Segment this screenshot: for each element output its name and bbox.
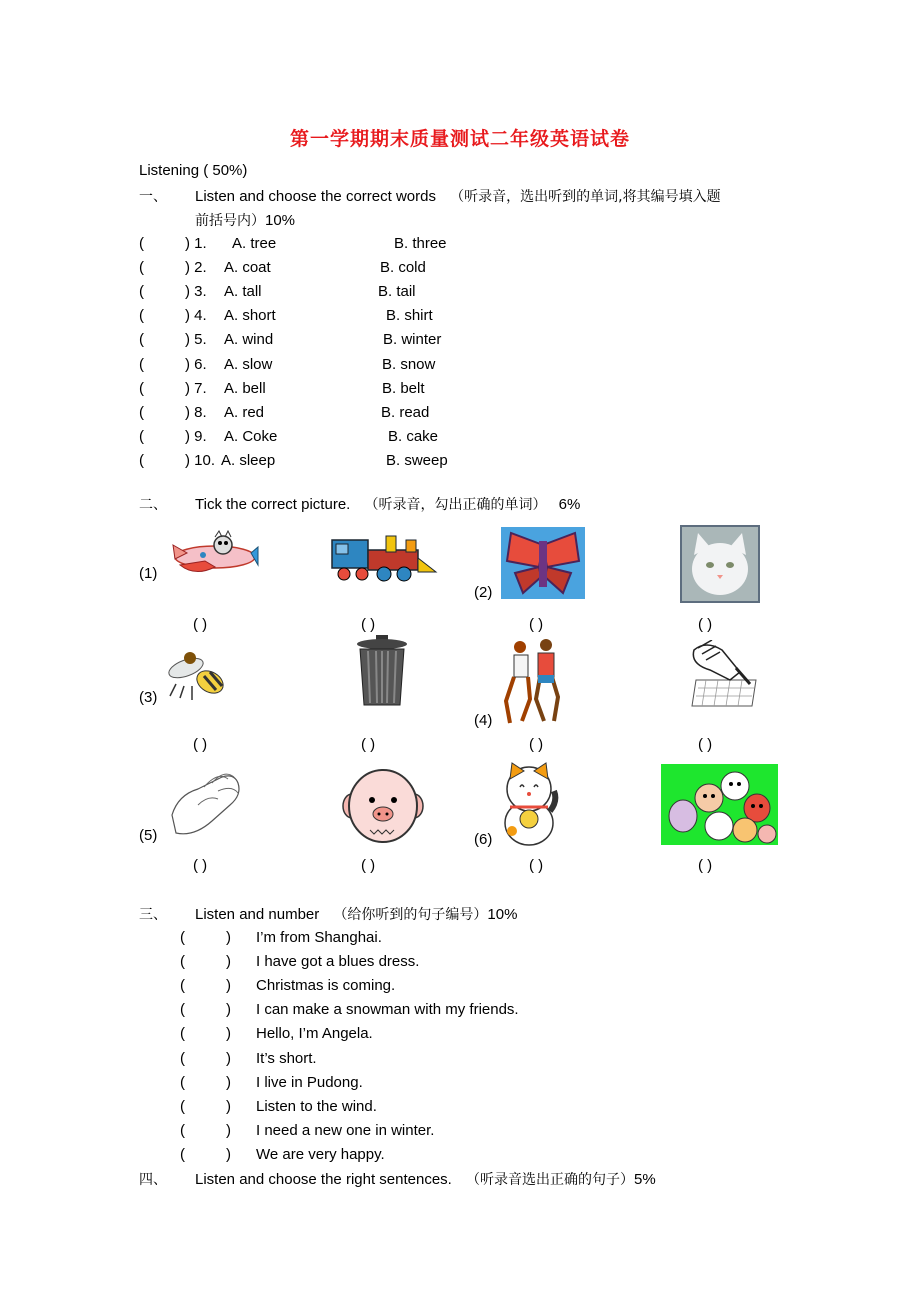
number-bracket-close: ) [226, 1121, 231, 1139]
sentence-text: I’m from Shanghai. [256, 929, 382, 946]
part3-instruction-cn: （给你听到的句子编号） [333, 907, 488, 923]
number-bracket-close: ) [226, 1049, 231, 1067]
option-a: A. coat [224, 259, 271, 277]
picture-answer-5[interactable]: ( ) [193, 736, 208, 753]
part1-instruction-text: Listen and choose the correct words [195, 188, 436, 205]
picture-answer-12[interactable]: ( ) [698, 857, 713, 874]
part1-instruction-cn2: 前括号内） [195, 213, 265, 229]
number-bracket-close: ) [226, 953, 231, 971]
number-bracket-close: ) [226, 1145, 231, 1163]
picture-answer-7[interactable]: ( ) [529, 736, 544, 753]
runners-icon [500, 637, 566, 727]
option-b: B. belt [382, 379, 425, 397]
answer-bracket[interactable]: ( [139, 259, 144, 277]
part4-instruction [195, 1169, 656, 1189]
part1-instruction-cn: （听录音，选出听到的单词,将其编号填入题 [450, 189, 721, 205]
listening-header: Listening ( 50%) [139, 162, 248, 179]
sentence-text: Listen to the wind. [256, 1097, 377, 1115]
answer-bracket[interactable]: ( [139, 379, 144, 397]
number-bracket-open[interactable]: ( [180, 929, 185, 946]
part4-instruction-text: Listen and choose the right sentences. [195, 1171, 452, 1188]
face-icon [340, 766, 426, 846]
option-b: B. snow [382, 355, 436, 373]
option-b: B. cold [380, 259, 426, 277]
number-bracket-open[interactable]: ( [180, 1121, 185, 1139]
part3-number: 三、 [139, 907, 167, 923]
answer-bracket[interactable]: ( [139, 307, 144, 325]
question-number: ) 5. [185, 331, 207, 349]
part2-number: 二、 [139, 497, 167, 513]
picture-answer-6[interactable]: ( ) [361, 736, 376, 753]
answer-bracket[interactable]: ( [139, 427, 144, 445]
option-a: A. short [224, 307, 276, 325]
option-a: A. red [224, 403, 265, 421]
picture-label-2: (2) [474, 584, 493, 601]
part1-score: 10% [265, 212, 296, 229]
question-number: ) 6. [185, 355, 207, 373]
part4-score: 5% [634, 1171, 656, 1188]
part3-instruction-text: Listen and number [195, 906, 320, 923]
answer-bracket[interactable]: ( [139, 235, 144, 252]
lucky-cat-icon [498, 761, 560, 847]
bee-icon [166, 640, 234, 702]
number-bracket-close: ) [226, 1025, 231, 1043]
train-icon [328, 528, 438, 583]
picture-answer-3[interactable]: ( ) [529, 616, 544, 633]
part4-number: 四、 [139, 1172, 167, 1188]
part3-instruction [195, 904, 517, 924]
bin-icon [356, 635, 408, 707]
option-a: A. wind [224, 331, 274, 349]
sentence-text: I need a new one in winter. [256, 1121, 435, 1139]
question-number: ) 10. [185, 451, 216, 469]
option-a: A. tall [224, 283, 262, 301]
option-a: A. sleep [221, 451, 276, 469]
option-b: B. sweep [386, 451, 448, 469]
picture-label-4: (4) [474, 712, 493, 729]
picture-answer-2[interactable]: ( ) [361, 616, 376, 633]
picture-answer-10[interactable]: ( ) [361, 857, 376, 874]
sentence-text: I have got a blues dress. [256, 953, 420, 971]
number-bracket-close: ) [226, 1097, 231, 1115]
question-number: ) 2. [185, 259, 207, 277]
number-bracket-open[interactable]: ( [180, 1025, 185, 1043]
picture-label-3: (3) [139, 689, 158, 706]
question-number: ) 1. [185, 235, 207, 252]
option-b: B. three [394, 235, 447, 252]
question-number: ) 9. [185, 427, 207, 445]
number-bracket-open[interactable]: ( [180, 1097, 185, 1115]
sentence-text: I live in Pudong. [256, 1073, 363, 1091]
question-number: ) 7. [185, 379, 207, 397]
picture-answer-1[interactable]: ( ) [193, 616, 208, 633]
part3-score: 10% [487, 906, 518, 923]
number-bracket-open[interactable]: ( [180, 977, 185, 995]
plane-icon [165, 525, 260, 580]
question-number: ) 4. [185, 307, 207, 325]
picture-answer-8[interactable]: ( ) [698, 736, 713, 753]
picture-label-6: (6) [474, 831, 493, 848]
picture-answer-9[interactable]: ( ) [193, 857, 208, 874]
number-bracket-open[interactable]: ( [180, 1001, 185, 1019]
part2-score: 6% [558, 496, 581, 513]
picture-answer-11[interactable]: ( ) [529, 857, 544, 874]
answer-bracket[interactable]: ( [139, 355, 144, 373]
option-a: A. tree [232, 235, 277, 252]
answer-bracket[interactable]: ( [139, 451, 144, 469]
option-a: A. Coke [224, 427, 278, 445]
option-b: B. winter [383, 331, 442, 349]
option-a: A. slow [224, 355, 273, 373]
sentence-text: We are very happy. [256, 1145, 385, 1163]
number-bracket-open[interactable]: ( [180, 1073, 185, 1091]
sentence-text: I can make a snowman with my friends. [256, 1001, 519, 1019]
sentence-text: Christmas is coming. [256, 977, 396, 995]
question-number: ) 3. [185, 283, 207, 301]
option-b: B. tail [378, 283, 416, 301]
picture-answer-4[interactable]: ( ) [698, 616, 713, 633]
part2-instruction [195, 494, 580, 514]
answer-bracket[interactable]: ( [139, 283, 144, 301]
picture-label-1: (1) [139, 565, 158, 582]
number-bracket-close: ) [226, 1073, 231, 1091]
number-bracket-close: ) [226, 1001, 231, 1019]
cat-photo [680, 525, 760, 603]
dogs-icon [661, 764, 778, 845]
part2-instruction-text: Tick the correct picture. [195, 496, 351, 513]
number-bracket-open[interactable]: ( [180, 1049, 185, 1067]
number-bracket-close: ) [226, 929, 231, 946]
picture-label-5: (5) [139, 827, 158, 844]
sentence-text: It’s short. [256, 1049, 317, 1067]
option-b: B. read [381, 403, 430, 421]
part1-instruction [195, 186, 721, 206]
part1-number: 一、 [139, 189, 167, 205]
option-b: B. shirt [386, 307, 433, 325]
option-b: B. cake [388, 427, 439, 445]
hand-icon [168, 765, 246, 841]
number-bracket-open[interactable]: ( [180, 1145, 185, 1163]
question-number: ) 8. [185, 403, 207, 421]
writing-hand-icon [686, 640, 760, 708]
part4-instruction-cn: （听录音选出正确的句子） [466, 1172, 635, 1188]
sentence-text: Hello, I’m Angela. [256, 1025, 373, 1043]
part2-instruction-cn: （听录音，勾出正确的单词） [364, 497, 547, 513]
answer-bracket[interactable]: ( [139, 403, 144, 421]
number-bracket-open[interactable]: ( [180, 953, 185, 971]
part1-instruction-line2 [195, 210, 295, 230]
option-a: A. bell [224, 379, 266, 397]
page-title: 第一学期期末质量测试二年级英语试卷 [289, 128, 630, 150]
kite-icon [501, 527, 585, 599]
answer-bracket[interactable]: ( [139, 331, 144, 349]
number-bracket-close: ) [226, 977, 231, 995]
